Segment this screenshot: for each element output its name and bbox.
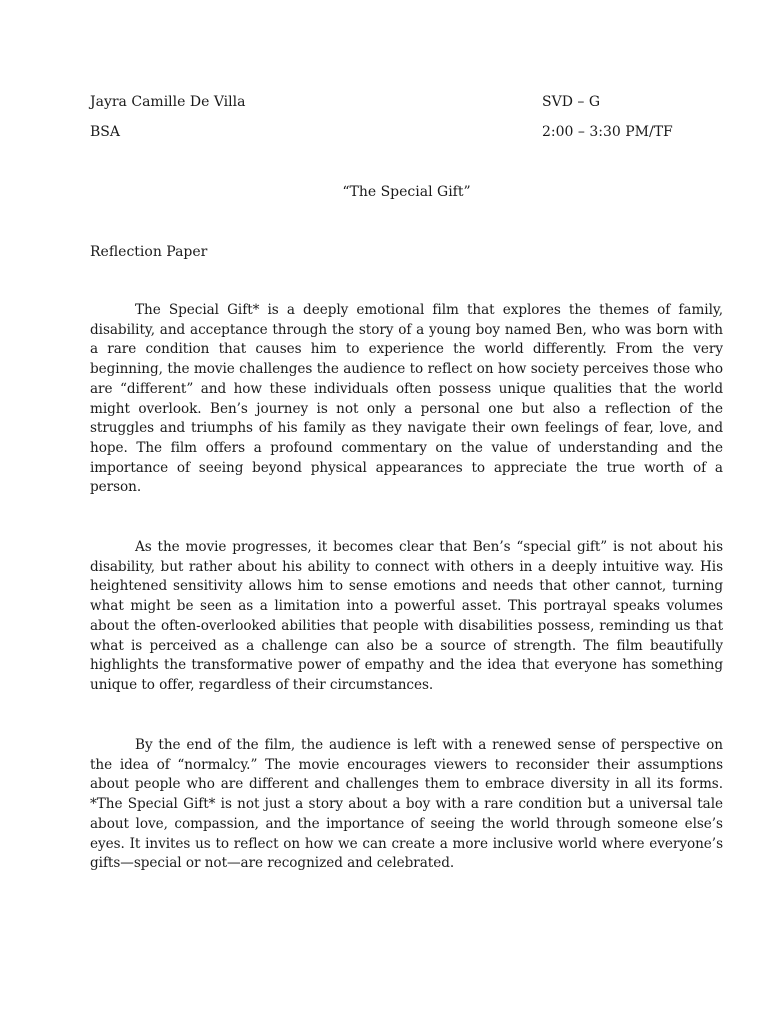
paragraph-3: By the end of the film, the audience is left with a renewed sense of perspective on the idea of “normalcy.” The movie encourages viewers to reconsider their assumptions about people who are different and challenges them to embrace diversity in all its forms. *The Special Gift* is not just a story about a boy with a rare condition but a universal tale about love, compassion, and the importance of seeing the world through someone else’s eyes. It invites us to reflect on how we can create a more inclusive world where everyone’s gifts—special or not—are recognized and celebrated. bbox=[90, 737, 723, 872]
paragraph-2: As the movie progresses, it becomes clear that Ben’s “special gift” is not about his disability, but rather about his ability to connect with others in a deeply intuitive way. His heightened sensitivity allows him to sense emotions and needs that other cannot, turning what might be seen as a limitation into a powerful asset. This portrayal speaks volumes about the often-overlooked abilities that people with disabilities possess, reminding us that what is perceived as a challenge can also be a source of strength. The film beautifully highlights the transformative power of empathy and the idea that everyone has something unique to offer, regardless of their circumstances. bbox=[90, 539, 723, 693]
student-program: BSA bbox=[90, 124, 120, 140]
course-code: SVD – G bbox=[542, 94, 601, 110]
document-subtitle: Reflection Paper bbox=[90, 244, 208, 260]
student-name: Jayra Camille De Villa bbox=[90, 94, 246, 110]
document-title: “The Special Gift” bbox=[342, 184, 471, 200]
paragraph-1: The Special Gift* is a deeply emotional film that explores the themes of family, disability, and acceptance through the story of a young boy named Ben, who was born with a rare condition that causes him to experience the world differently. From the very beginning, the movie challenges the audience to reflect on how society perceives those who are “different” and how these individuals often possess unique qualities that the world might overlook. Ben’s journey is not only a personal one but also a reflection of the struggles and triumphs of his family as they navigate their own feelings of fear, love, and hope. The film offers a profound commentary on the value of understanding and the importance of seeing beyond physical appearances to appreciate the true worth of a person. bbox=[90, 302, 723, 496]
class-schedule: 2:00 – 3:30 PM/TF bbox=[542, 124, 673, 140]
